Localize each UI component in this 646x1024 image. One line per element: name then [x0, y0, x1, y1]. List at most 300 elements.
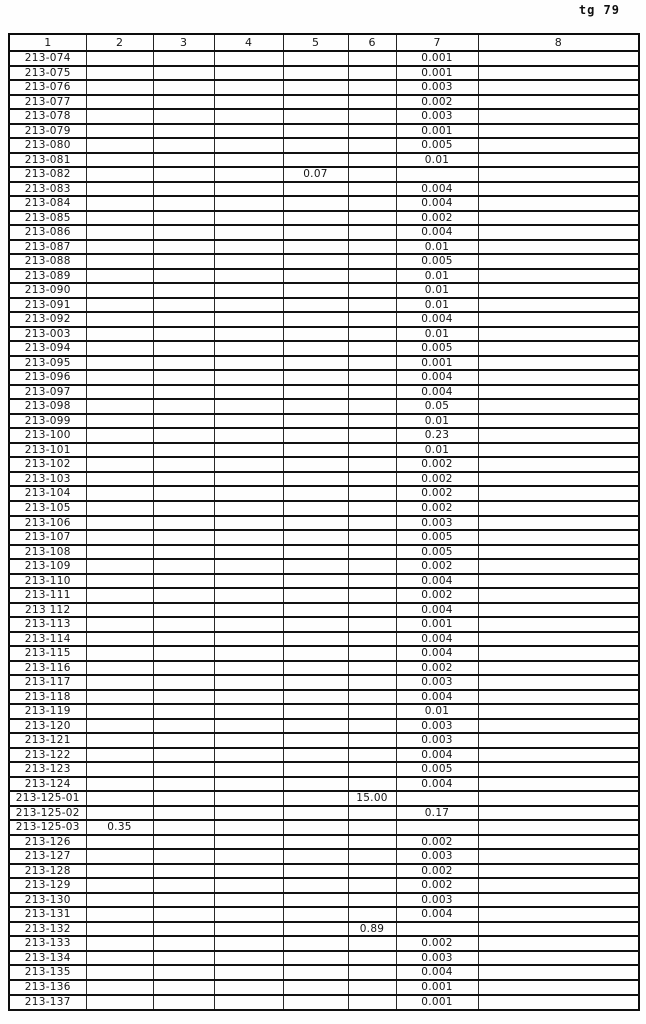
table-cell: [86, 370, 153, 385]
table-cell: [283, 211, 348, 226]
table-cell: [153, 312, 214, 327]
table-row: [9, 545, 639, 560]
table-cell: [86, 138, 153, 153]
table-cell: [283, 341, 348, 356]
table-cell: [86, 240, 153, 255]
table-cell: [153, 356, 214, 371]
table-cell: [478, 545, 639, 560]
table-cell: [86, 327, 153, 342]
table-cell: 0.35: [86, 820, 153, 835]
row-id-cell: 213-107: [9, 530, 86, 545]
table-cell: 0.003: [396, 733, 478, 748]
table-row: [9, 95, 639, 110]
table-cell: [283, 428, 348, 443]
table-cell: [214, 109, 283, 124]
table-cell: [86, 835, 153, 850]
table-cell: 0.001: [396, 617, 478, 632]
table-cell: [283, 995, 348, 1010]
table-cell: [348, 530, 396, 545]
row-id-cell: 213-131: [9, 907, 86, 922]
row-id-cell: 213-085: [9, 211, 86, 226]
table-row: [9, 385, 639, 400]
table-cell: 0.002: [396, 559, 478, 574]
table-row: [9, 254, 639, 269]
table-row: [9, 704, 639, 719]
row-id-cell: 213-076: [9, 80, 86, 95]
table-cell: 0.002: [396, 486, 478, 501]
table-cell: 0.001: [396, 980, 478, 995]
table-cell: [153, 414, 214, 429]
table-cell: [86, 298, 153, 313]
row-id-cell: 213-091: [9, 298, 86, 313]
table-cell: [478, 574, 639, 589]
table-cell: [348, 893, 396, 908]
table-cell: [348, 617, 396, 632]
table-cell: [348, 516, 396, 531]
table-cell: [86, 356, 153, 371]
table-cell: [283, 530, 348, 545]
table-cell: [283, 748, 348, 763]
table-cell: [478, 951, 639, 966]
table-cell: [214, 777, 283, 792]
table-cell: [348, 385, 396, 400]
column-header: 6: [348, 34, 396, 51]
table-cell: 0.003: [396, 893, 478, 908]
table-cell: [348, 748, 396, 763]
table-cell: [348, 211, 396, 226]
row-id-cell: 213-082: [9, 167, 86, 182]
table-cell: 0.005: [396, 530, 478, 545]
table-cell: 0.01: [396, 153, 478, 168]
table-row: [9, 951, 639, 966]
table-cell: [86, 864, 153, 879]
row-id-cell: 213-102: [9, 457, 86, 472]
table-cell: [153, 588, 214, 603]
table-cell: [283, 124, 348, 139]
table-cell: [283, 486, 348, 501]
table-cell: [283, 66, 348, 81]
table-row: [9, 936, 639, 951]
row-id-cell: 213-125-01: [9, 791, 86, 806]
row-id-cell: 213-086: [9, 225, 86, 240]
table-cell: [348, 907, 396, 922]
table-row: [9, 399, 639, 414]
table-cell: [214, 806, 283, 821]
table-cell: [214, 893, 283, 908]
table-cell: [478, 661, 639, 676]
row-id-cell: 213-084: [9, 196, 86, 211]
table-cell: [153, 66, 214, 81]
table-cell: [348, 240, 396, 255]
table-cell: [214, 95, 283, 110]
table-cell: [348, 951, 396, 966]
table-cell: [86, 574, 153, 589]
table-cell: [86, 182, 153, 197]
table-row: [9, 298, 639, 313]
table-cell: 0.004: [396, 312, 478, 327]
row-id-cell: 213-096: [9, 370, 86, 385]
table-cell: [214, 138, 283, 153]
table-cell: [348, 196, 396, 211]
table-cell: [283, 370, 348, 385]
table-cell: [153, 849, 214, 864]
table-cell: [214, 370, 283, 385]
table-cell: [478, 675, 639, 690]
row-id-cell: 213-133: [9, 936, 86, 951]
row-id-cell: 213-105: [9, 501, 86, 516]
table-row: [9, 849, 639, 864]
table-cell: [214, 574, 283, 589]
row-id-cell: 213-097: [9, 385, 86, 400]
table-row: [9, 835, 639, 850]
table-row: [9, 269, 639, 284]
table-cell: 0.003: [396, 80, 478, 95]
table-cell: [153, 530, 214, 545]
table-cell: [478, 995, 639, 1010]
table-cell: [86, 733, 153, 748]
table-row: [9, 574, 639, 589]
table-cell: 0.002: [396, 878, 478, 893]
table-cell: [86, 646, 153, 661]
table-cell: [214, 428, 283, 443]
table-cell: [348, 443, 396, 458]
table-cell: 0.005: [396, 341, 478, 356]
table-cell: [153, 327, 214, 342]
table-cell: [153, 443, 214, 458]
table-header-row: [9, 34, 639, 51]
table-cell: [283, 356, 348, 371]
table-cell: [478, 399, 639, 414]
table-cell: [214, 124, 283, 139]
table-cell: 0.004: [396, 603, 478, 618]
table-cell: [283, 443, 348, 458]
row-id-cell: 213-136: [9, 980, 86, 995]
table-cell: [214, 690, 283, 705]
table-cell: 0.002: [396, 864, 478, 879]
table-cell: [86, 211, 153, 226]
table-cell: [86, 588, 153, 603]
table-cell: [478, 341, 639, 356]
table-cell: [478, 704, 639, 719]
table-cell: [348, 124, 396, 139]
table-cell: [214, 661, 283, 676]
table-cell: [283, 95, 348, 110]
table-cell: [153, 109, 214, 124]
table-cell: [348, 690, 396, 705]
table-cell: [348, 109, 396, 124]
row-id-cell: 213-130: [9, 893, 86, 908]
table-cell: [478, 80, 639, 95]
table-cell: 0.004: [396, 182, 478, 197]
table-cell: [153, 269, 214, 284]
table-cell: [348, 414, 396, 429]
table-cell: [214, 733, 283, 748]
table-cell: [478, 632, 639, 647]
table-cell: [153, 283, 214, 298]
table-cell: [86, 225, 153, 240]
table-cell: 0.002: [396, 211, 478, 226]
table-cell: [478, 907, 639, 922]
table-cell: [86, 167, 153, 182]
table-cell: [348, 603, 396, 618]
table-cell: [478, 777, 639, 792]
table-row: [9, 443, 639, 458]
column-header: 5: [283, 34, 348, 51]
table-cell: [348, 254, 396, 269]
table-cell: [283, 907, 348, 922]
table-row: [9, 414, 639, 429]
table-cell: [283, 777, 348, 792]
table-cell: [86, 472, 153, 487]
table-cell: [153, 704, 214, 719]
table-cell: 0.07: [283, 167, 348, 182]
table-cell: [214, 385, 283, 400]
row-id-cell: 213-108: [9, 545, 86, 560]
table-cell: [283, 719, 348, 734]
table-cell: [214, 153, 283, 168]
table-cell: [348, 472, 396, 487]
table-row: [9, 864, 639, 879]
table-cell: [214, 182, 283, 197]
table-cell: [214, 196, 283, 211]
row-id-cell: 213-079: [9, 124, 86, 139]
table-cell: 0.05: [396, 399, 478, 414]
table-cell: [348, 138, 396, 153]
table-cell: [214, 820, 283, 835]
table-cell: [86, 545, 153, 560]
table-cell: [283, 762, 348, 777]
table-cell: [214, 748, 283, 763]
table-cell: [478, 240, 639, 255]
table-cell: [86, 777, 153, 792]
table-cell: [86, 806, 153, 821]
table-cell: [214, 501, 283, 516]
table-cell: [86, 530, 153, 545]
table-cell: [214, 399, 283, 414]
table-cell: [478, 109, 639, 124]
table-cell: [86, 951, 153, 966]
table-cell: [86, 109, 153, 124]
table-cell: [283, 878, 348, 893]
table-cell: [153, 893, 214, 908]
table-cell: [153, 806, 214, 821]
table-cell: [153, 719, 214, 734]
table-cell: 0.002: [396, 835, 478, 850]
table-row: [9, 457, 639, 472]
table-cell: [86, 80, 153, 95]
table-cell: [153, 907, 214, 922]
table-cell: [348, 980, 396, 995]
table-cell: [153, 632, 214, 647]
table-cell: [214, 559, 283, 574]
table-row: [9, 153, 639, 168]
table-cell: 0.003: [396, 675, 478, 690]
table-row: [9, 878, 639, 893]
table-cell: [214, 443, 283, 458]
table-cell: [86, 486, 153, 501]
table-cell: [348, 762, 396, 777]
table-row: [9, 632, 639, 647]
table-row: [9, 980, 639, 995]
row-id-cell: 213-129: [9, 878, 86, 893]
table-cell: [478, 878, 639, 893]
table-row: [9, 80, 639, 95]
table-cell: [153, 864, 214, 879]
table-cell: 0.005: [396, 762, 478, 777]
row-id-cell: 213-118: [9, 690, 86, 705]
table-cell: [86, 704, 153, 719]
table-cell: [478, 370, 639, 385]
table-cell: [283, 632, 348, 647]
table-row: [9, 965, 639, 980]
table-row: [9, 530, 639, 545]
row-id-cell: 213-110: [9, 574, 86, 589]
table-cell: [283, 588, 348, 603]
table-cell: [86, 95, 153, 110]
table-cell: [283, 806, 348, 821]
table-cell: [348, 559, 396, 574]
table-cell: [283, 791, 348, 806]
table-cell: [153, 196, 214, 211]
table-cell: [283, 80, 348, 95]
table-cell: [86, 617, 153, 632]
table-cell: 0.004: [396, 646, 478, 661]
table-cell: [348, 341, 396, 356]
table-cell: [348, 835, 396, 850]
table-row: [9, 356, 639, 371]
table-cell: [283, 225, 348, 240]
table-row: [9, 428, 639, 443]
table-cell: [214, 516, 283, 531]
table-cell: [283, 733, 348, 748]
row-id-cell: 213-135: [9, 965, 86, 980]
row-id-cell: 213-125-03: [9, 820, 86, 835]
table-cell: [153, 574, 214, 589]
row-id-cell: 213-104: [9, 486, 86, 501]
table-cell: [86, 254, 153, 269]
table-cell: [283, 690, 348, 705]
table-cell: [86, 414, 153, 429]
table-cell: [478, 748, 639, 763]
row-id-cell: 213-114: [9, 632, 86, 647]
table-cell: 0.004: [396, 632, 478, 647]
table-cell: [153, 559, 214, 574]
table-cell: 0.004: [396, 965, 478, 980]
column-header: 2: [86, 34, 153, 51]
table-cell: [153, 124, 214, 139]
table-cell: 0.005: [396, 138, 478, 153]
table-cell: [86, 51, 153, 66]
table-cell: [478, 806, 639, 821]
row-id-cell: 213-126: [9, 835, 86, 850]
table-cell: [478, 762, 639, 777]
row-id-cell: 213-128: [9, 864, 86, 879]
table-cell: [283, 835, 348, 850]
table-cell: 0.003: [396, 109, 478, 124]
table-row: [9, 138, 639, 153]
table-cell: [283, 298, 348, 313]
table-cell: [478, 719, 639, 734]
table-cell: [478, 225, 639, 240]
column-header: 7: [396, 34, 478, 51]
table-cell: [214, 472, 283, 487]
table-cell: [86, 762, 153, 777]
table-cell: [86, 995, 153, 1010]
row-id-cell: 213-134: [9, 951, 86, 966]
table-cell: [153, 936, 214, 951]
table-cell: [478, 936, 639, 951]
table-cell: [214, 240, 283, 255]
table-cell: [478, 182, 639, 197]
table-cell: [86, 269, 153, 284]
table-cell: [153, 501, 214, 516]
table-cell: [348, 370, 396, 385]
table-cell: [396, 820, 478, 835]
table-cell: [283, 51, 348, 66]
table-sheet: [8, 33, 640, 1011]
table-cell: [348, 312, 396, 327]
row-id-cell: 213-106: [9, 516, 86, 531]
row-id-cell: 213-003: [9, 327, 86, 342]
row-id-cell: 213-092: [9, 312, 86, 327]
table-cell: 0.001: [396, 356, 478, 371]
table-row: [9, 472, 639, 487]
table-cell: [478, 893, 639, 908]
row-id-cell: 213-113: [9, 617, 86, 632]
table-cell: 0.001: [396, 66, 478, 81]
table-cell: [478, 733, 639, 748]
table-row: [9, 777, 639, 792]
row-id-cell: 213-117: [9, 675, 86, 690]
table-cell: [214, 312, 283, 327]
table-cell: [86, 748, 153, 763]
table-cell: [86, 791, 153, 806]
table-cell: [348, 820, 396, 835]
table-cell: [153, 211, 214, 226]
table-row: [9, 516, 639, 531]
table-cell: [86, 501, 153, 516]
table-cell: [214, 341, 283, 356]
table-cell: [283, 472, 348, 487]
table-cell: [283, 617, 348, 632]
table-row: [9, 327, 639, 342]
row-id-cell: 213-125-02: [9, 806, 86, 821]
table-cell: [283, 240, 348, 255]
table-cell: [214, 922, 283, 937]
table-cell: 0.01: [396, 298, 478, 313]
table-cell: [283, 820, 348, 835]
table-row: [9, 167, 639, 182]
table-cell: 0.005: [396, 545, 478, 560]
table-cell: [348, 936, 396, 951]
table-cell: [214, 849, 283, 864]
table-row: [9, 719, 639, 734]
table-cell: [283, 414, 348, 429]
row-id-cell: 213-127: [9, 849, 86, 864]
table-cell: [348, 399, 396, 414]
table-cell: [283, 182, 348, 197]
table-row: [9, 182, 639, 197]
table-cell: [86, 878, 153, 893]
table-cell: [478, 690, 639, 705]
table-cell: [86, 283, 153, 298]
table-cell: [348, 661, 396, 676]
table-cell: [153, 965, 214, 980]
table-cell: [153, 995, 214, 1010]
table-cell: [86, 690, 153, 705]
table-cell: [478, 530, 639, 545]
table-cell: [214, 269, 283, 284]
